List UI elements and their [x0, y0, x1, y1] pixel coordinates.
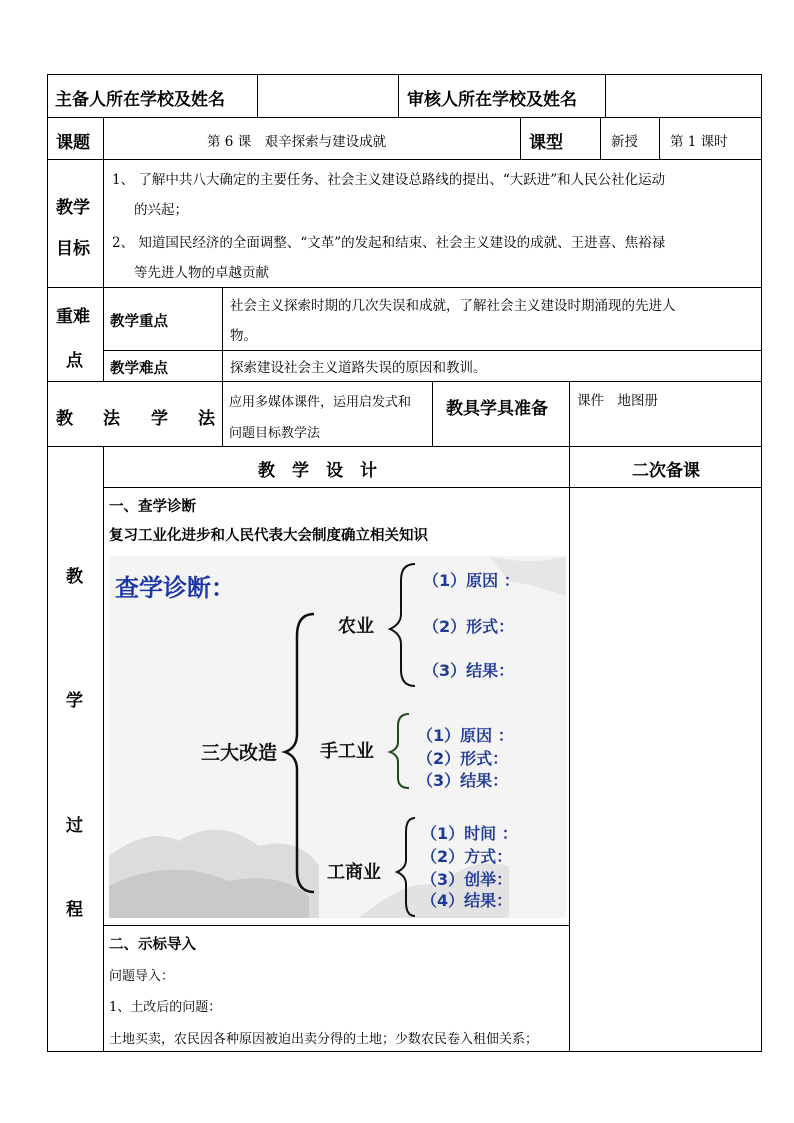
diagram-agri-item: （2）形式：	[423, 617, 515, 636]
topic-label: 课题	[56, 133, 90, 153]
focus-label: 教学重点	[110, 313, 168, 330]
diagram-commerce-item: （3）创举：	[421, 870, 513, 889]
type-value: 新授	[611, 134, 638, 150]
diagram-commerce-item: （1）时间 ：	[421, 824, 518, 843]
reviewer-label: 审核人所在学校及姓名	[407, 90, 577, 110]
methods-text-line-2: 问题目标教学法	[229, 426, 321, 441]
question-intro: 问题导入：	[109, 969, 175, 984]
keypoints-label-2: 点	[66, 351, 83, 371]
goal-1-line-2: 的兴起；	[134, 202, 188, 218]
section-2-title: 二、示标导入	[109, 936, 196, 953]
diagram-commerce-label: 工商业	[327, 862, 381, 883]
methods-label-char-4: 法	[198, 409, 215, 429]
type-label: 课型	[529, 133, 563, 153]
section-1-subtitle: 复习工业化进步和人民代表大会制度确立相关知识	[109, 527, 428, 544]
diagram-agri-label: 农业	[338, 616, 374, 637]
difficulty-text: 探索建设社会主义道路失误的原因和教训。	[230, 360, 487, 376]
goal-1-line-1: 1、 了解中共八大确定的主要任务、社会主义建设总路线的提出、“大跃进”和人民公社化运动	[112, 172, 666, 188]
process-label-char-4: 程	[66, 900, 83, 920]
diagram-handi-item: （2）形式：	[417, 749, 509, 768]
methods-label-char-1: 教	[56, 409, 73, 429]
diagram-handi-label: 手工业	[320, 741, 374, 762]
goals-label-1: 教学	[56, 198, 90, 218]
process-label-char-2: 学	[66, 691, 83, 711]
process-label-char-3: 过	[66, 816, 83, 836]
difficulty-label: 教学难点	[110, 360, 168, 377]
keypoints-label-1: 重难	[56, 307, 90, 327]
diagram-handi-item: （3）结果：	[417, 771, 509, 790]
topic-value: 第 6 课 艰辛探索与建设成就	[207, 134, 387, 150]
process-label-char-1: 教	[66, 567, 83, 587]
diagram-commerce-item: （4）结果：	[421, 891, 513, 910]
preparer-label: 主备人所在学校及姓名	[55, 90, 225, 110]
second-prep-header: 二次备课	[632, 461, 700, 481]
methods-label-char-3: 学	[151, 409, 168, 429]
diagram-root-label: 三大改造	[201, 742, 278, 764]
tools-label: 教具学具准备	[446, 399, 548, 419]
period-value: 第 1 课时	[670, 134, 728, 150]
diagram-commerce-item: （2）方式：	[421, 847, 513, 866]
focus-text-line-1: 社会主义探索时期的几次失误和成就，了解社会主义建设时期涌现的先进人	[230, 298, 676, 314]
focus-text-line-2: 物。	[230, 328, 257, 344]
methods-text-line-1: 应用多媒体课件，运用启发式和	[229, 395, 412, 410]
review-diagram	[109, 556, 566, 918]
section-1-title: 一、查学诊断	[109, 498, 196, 515]
goal-2-line-1: 2、 知道国民经济的全面调整、“文革”的发起和结束、社会主义建设的成就、王进喜、焦裕禄	[112, 235, 666, 251]
diagram-agri-item: （3）结果：	[423, 661, 515, 680]
methods-label-char-2: 法	[103, 409, 120, 429]
goals-label-2: 目标	[56, 239, 90, 259]
question-1: 1、土改后的问题：	[109, 1000, 222, 1015]
question-1-answer: 土地买卖，农民因各种原因被迫出卖分得的土地；少数农民卷入租佃关系；	[109, 1032, 539, 1047]
design-header: 教 学 设 计	[258, 461, 377, 481]
tools-value: 课件 地图册	[577, 393, 658, 409]
diagram-handi-item: （1）原因 ：	[417, 726, 514, 745]
goal-2-line-2: 等先进人物的卓越贡献	[134, 265, 269, 281]
diagram-title: 查学诊断：	[115, 574, 235, 602]
diagram-agri-item: （1）原因 ：	[423, 571, 520, 590]
